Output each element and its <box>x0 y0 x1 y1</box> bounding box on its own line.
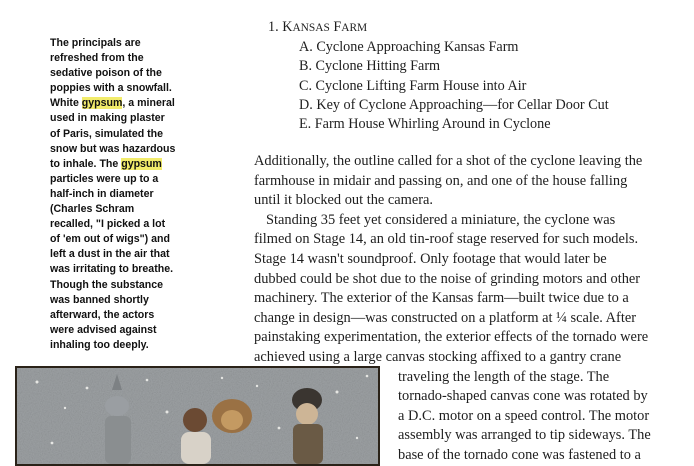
sidebar-text-run: poppies with a snowfall. <box>50 82 172 95</box>
body-line: Standing 35 feet yet considered a miniature, the cyclone was <box>266 211 616 228</box>
body-line: machinery. The exterior of the Kansas farm—built twice due to a <box>254 290 629 307</box>
sidebar-text-run: left a dust in the air that <box>50 248 170 261</box>
body-line: tornado-shaped canvas cone was rotated by <box>398 388 648 405</box>
sidebar-text-run: inhaling too deeply. <box>50 338 149 351</box>
sidebar-line <box>50 278 175 293</box>
body-line: a D.C. motor on a speed control. The motor <box>398 407 650 424</box>
sidebar-line <box>50 66 175 81</box>
sidebar-text-run: of 'em out of wigs") and <box>50 233 170 246</box>
sidebar-text-run: Though the substance <box>50 278 164 291</box>
sidebar-text-run: recalled, "I picked a lot <box>50 218 166 231</box>
shot-list-item: C. Cyclone Lifting Farm House into Air <box>299 77 527 94</box>
sidebar-line <box>50 127 175 142</box>
body-line: painstaking experimentation, the exterior effects of the tornado were <box>254 329 649 346</box>
sidebar-line <box>50 142 175 157</box>
sidebar-line <box>50 293 175 308</box>
highlighted-term: gypsum <box>81 97 123 110</box>
sidebar-text-run: refreshed from the <box>50 52 144 65</box>
body-line: farmhouse in midair and passing on, and one of the house falling <box>254 172 628 189</box>
sidebar-text-run: sedative poison of the <box>50 67 162 80</box>
body-line: Additionally, the outline called for a shot of the cyclone leaving the <box>254 153 643 169</box>
body-line: filmed on Stage 14, an old tin-roof stage reserved for such models. <box>254 231 639 248</box>
sidebar-text-run: to inhale. The <box>50 157 122 170</box>
sidebar-line <box>50 323 175 338</box>
body-line: base of the tornado cone was fastened to a <box>398 446 641 463</box>
sidebar-caption <box>50 36 175 353</box>
cowardly-lion-figure <box>212 399 252 433</box>
shot-list-item: B. Cyclone Hitting Farm <box>299 58 441 75</box>
heading-initial-f: F <box>333 19 342 35</box>
sidebar-line <box>50 308 175 323</box>
body-line: dubbed could be shot due to the noise of grinding motors and other <box>254 270 641 287</box>
sidebar-line <box>50 232 175 247</box>
sidebar-text-run: , a mineral <box>122 97 175 110</box>
sidebar-line <box>50 262 175 277</box>
body-line: achieved using a large canvas stocking affixed to a gantry crane <box>254 348 622 365</box>
shot-list-number: 1. <box>268 19 283 35</box>
sidebar-text-run: were advised against <box>50 323 157 336</box>
body-line: traveling the length of the stage. The <box>398 368 610 385</box>
shot-list-item: D. Key of Cyclone Approaching—for Cellar Door Cut <box>299 96 609 113</box>
heading-rest-arm: ARM <box>341 22 368 34</box>
scarecrow-figure <box>292 388 323 464</box>
film-still-photo <box>15 366 380 466</box>
heading-rest-ansas: ANSAS <box>292 22 330 34</box>
sidebar-text-run: of Paris, simulated the <box>50 127 164 140</box>
shot-list-heading <box>268 18 609 38</box>
sidebar-text-run: half-inch in diameter <box>50 187 154 200</box>
sidebar-line <box>50 51 175 66</box>
sidebar-line <box>50 96 175 111</box>
shot-list-item: E. Farm House Whirling Around in Cyclone <box>299 116 551 133</box>
sidebar-text-run: used in making plaster <box>50 112 165 125</box>
sidebar-line <box>50 187 175 202</box>
body-line: until it blocked out the camera. <box>254 192 434 209</box>
shot-list <box>268 18 609 134</box>
sidebar-text-run: was banned shortly <box>50 293 149 306</box>
sidebar-line <box>50 157 175 172</box>
body-line: change in design—was constructed on a platform at ¼ scale. After <box>254 309 637 326</box>
sidebar-text-run: afterward, the actors <box>50 308 155 321</box>
sidebar-line <box>50 172 175 187</box>
body-line: assembly was arranged to tip sideways. The <box>398 427 651 444</box>
highlighted-term: gypsum <box>121 157 162 170</box>
sidebar-line <box>50 217 175 232</box>
sidebar-line <box>50 36 175 51</box>
sidebar-text-run: (Charles Schram <box>50 203 135 216</box>
shot-list-item: A. Cyclone Approaching Kansas Farm <box>299 39 519 56</box>
sidebar-line <box>50 111 175 126</box>
sidebar-line <box>50 247 175 262</box>
sidebar-text-run: was irritating to breathe. <box>50 263 174 276</box>
film-still-illustration <box>17 368 378 464</box>
sidebar-text-run: snow but was hazardous <box>50 142 176 155</box>
heading-initial-k: K <box>282 19 293 35</box>
sidebar-line <box>50 202 175 217</box>
sidebar-line <box>50 338 175 353</box>
sidebar-text-run: The principals are <box>50 37 141 49</box>
sidebar-text-run: White <box>50 97 82 110</box>
body-line: Stage 14 wasn't soundproof. Only footage that would later be <box>254 250 607 267</box>
sidebar-line <box>50 81 175 96</box>
sidebar-text-run: particles were up to a <box>50 172 159 185</box>
